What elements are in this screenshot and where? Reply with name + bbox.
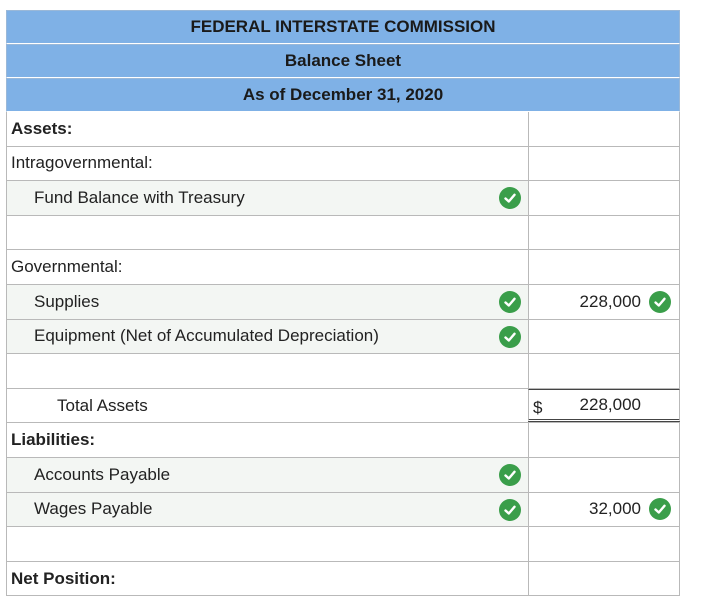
table-row <box>6 181 680 216</box>
account-label: Supplies <box>34 291 100 311</box>
check-circle-icon <box>649 498 671 520</box>
sheet-subtitle: Balance Sheet <box>6 44 680 78</box>
check-circle-icon <box>499 499 521 521</box>
account-cell[interactable] <box>6 216 528 250</box>
amount-cell[interactable] <box>528 354 680 388</box>
account-label: Wages Payable <box>34 499 153 519</box>
sheet-title: FEDERAL INTERSTATE COMMISSION <box>6 10 680 44</box>
amount-cell[interactable] <box>528 320 680 354</box>
amount-cell[interactable] <box>528 250 680 284</box>
account-cell[interactable] <box>6 181 528 215</box>
amount-cell[interactable] <box>528 527 680 561</box>
amount-cell[interactable] <box>528 562 680 596</box>
amount-cell[interactable] <box>528 181 680 215</box>
amount-cell[interactable] <box>528 458 680 492</box>
check-circle-icon <box>499 326 521 348</box>
check-circle-icon <box>499 187 521 209</box>
table-row <box>6 354 680 389</box>
table-row <box>6 493 680 528</box>
account-cell[interactable] <box>6 493 528 527</box>
table-row <box>6 527 680 562</box>
subsection-heading-governmental: Governmental: <box>6 250 528 284</box>
account-cell[interactable] <box>6 527 528 561</box>
amount-cell[interactable] <box>528 147 680 181</box>
amount-cell[interactable] <box>528 216 680 250</box>
account-cell[interactable] <box>6 458 528 492</box>
amount-value: 32,000 <box>589 499 641 519</box>
subsection-heading-intragovernmental: Intragovernmental: <box>6 147 528 181</box>
account-label: Accounts Payable <box>34 464 171 484</box>
amount-cell[interactable] <box>528 112 680 146</box>
total-assets-cell <box>528 389 680 423</box>
section-heading-net-position: Net Position: <box>6 562 528 596</box>
section-heading-liabilities: Liabilities: <box>6 423 528 457</box>
table-row <box>6 112 680 147</box>
account-label: Fund Balance with Treasury <box>34 187 245 207</box>
sheet-date: As of December 31, 2020 <box>6 78 680 112</box>
amount-cell[interactable] <box>528 285 680 319</box>
account-cell[interactable] <box>6 354 528 388</box>
amount-value: 228,000 <box>579 291 641 311</box>
table-row <box>6 285 680 320</box>
account-label: Equipment (Net of Accumulated Depreciation) <box>34 326 379 346</box>
table-row <box>6 423 680 458</box>
table-row <box>6 147 680 182</box>
total-assets-label: Total Assets <box>6 389 528 423</box>
account-cell[interactable] <box>6 320 528 354</box>
table-row <box>6 389 680 424</box>
table-row <box>6 562 680 597</box>
check-circle-icon <box>499 464 521 486</box>
amount-cell[interactable] <box>528 493 680 527</box>
check-circle-icon <box>649 291 671 313</box>
check-circle-icon <box>499 291 521 313</box>
total-assets-value: 228,000 <box>579 394 641 414</box>
section-heading-assets: Assets: <box>6 112 528 146</box>
account-cell[interactable] <box>6 285 528 319</box>
table-row <box>6 216 680 251</box>
amount-cell[interactable] <box>528 423 680 457</box>
table-row <box>6 320 680 355</box>
table-row <box>6 250 680 285</box>
balance-sheet <box>6 10 680 596</box>
currency-symbol: $ <box>533 397 543 417</box>
table-row <box>6 458 680 493</box>
